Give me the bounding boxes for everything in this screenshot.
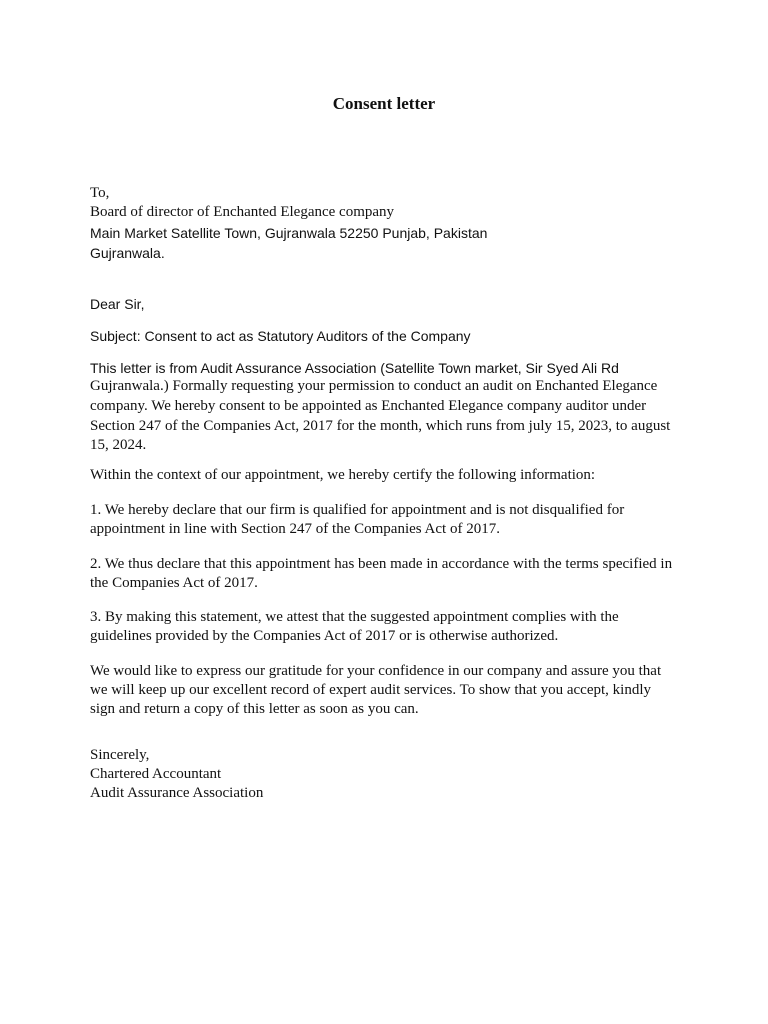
intro-line: Section 247 of the Companies Act, 2017 for the month, which runs from july 15, 2023, to august [90,418,671,434]
closing-line: We would like to express our gratitude for your confidence in our company and assure you that [90,663,662,679]
recipient-address: Main Market Satellite Town, Gujranwala 52250 Punjab, Pakistan [90,225,488,241]
recipient-city: Gujranwala. [90,245,165,261]
subject-block [90,326,690,346]
point-line: 3. By making this statement, we attest that the suggested appointment complies with the [90,609,619,625]
point-line: appointment in line with Section 247 of the Companies Act of 2017. [90,521,500,537]
intro-line: 15, 2024. [90,437,147,453]
closing-paragraph [90,662,690,719]
closing-line: we will keep up our excellent record of expert audit services. To show that you accept, kindly [90,682,651,698]
point-line: 2. We thus declare that this appointment has been made in accordance with the terms specified in [90,556,673,572]
point-1 [90,501,690,539]
context-line: Within the context of our appointment, we hereby certify the following information: [90,467,596,483]
point-line: the Companies Act of 2017. [90,575,258,591]
greeting-block [90,294,690,314]
document-title: Consent letter [332,94,436,113]
recipient-block [90,184,690,222]
point-line: guidelines provided by the Companies Act of 2017 or is otherwise authorized. [90,628,559,644]
signoff-title: Chartered Accountant [90,766,222,782]
intro-line: This letter is from Audit Assurance Association (Satellite Town market, Sir Syed Ali Rd [90,360,619,376]
signoff-sincerely: Sincerely, [90,747,150,763]
signoff-organization: Audit Assurance Association [90,785,264,801]
recipient-address-block [90,223,690,263]
greeting: Dear Sir, [90,296,145,312]
context-paragraph [90,466,690,485]
subject-line: Subject: Consent to act as Statutory Auditors of the Company [90,328,471,344]
recipient-to: To, [90,185,110,201]
intro-line: Gujranwala.) Formally requesting your permission to conduct an audit on Enchanted Elegance [90,378,658,394]
signoff-block [90,746,690,803]
recipient-name: Board of director of Enchanted Elegance company [90,204,395,220]
intro-paragraph [90,358,690,455]
point-line: 1. We hereby declare that our firm is qualified for appointment and is not disqualified for [90,502,625,518]
intro-line: company. We hereby consent to be appointed as Enchanted Elegance company auditor under [90,398,647,414]
closing-line: sign and return a copy of this letter as soon as you can. [90,701,419,717]
point-3 [90,608,690,646]
point-2 [90,555,690,593]
